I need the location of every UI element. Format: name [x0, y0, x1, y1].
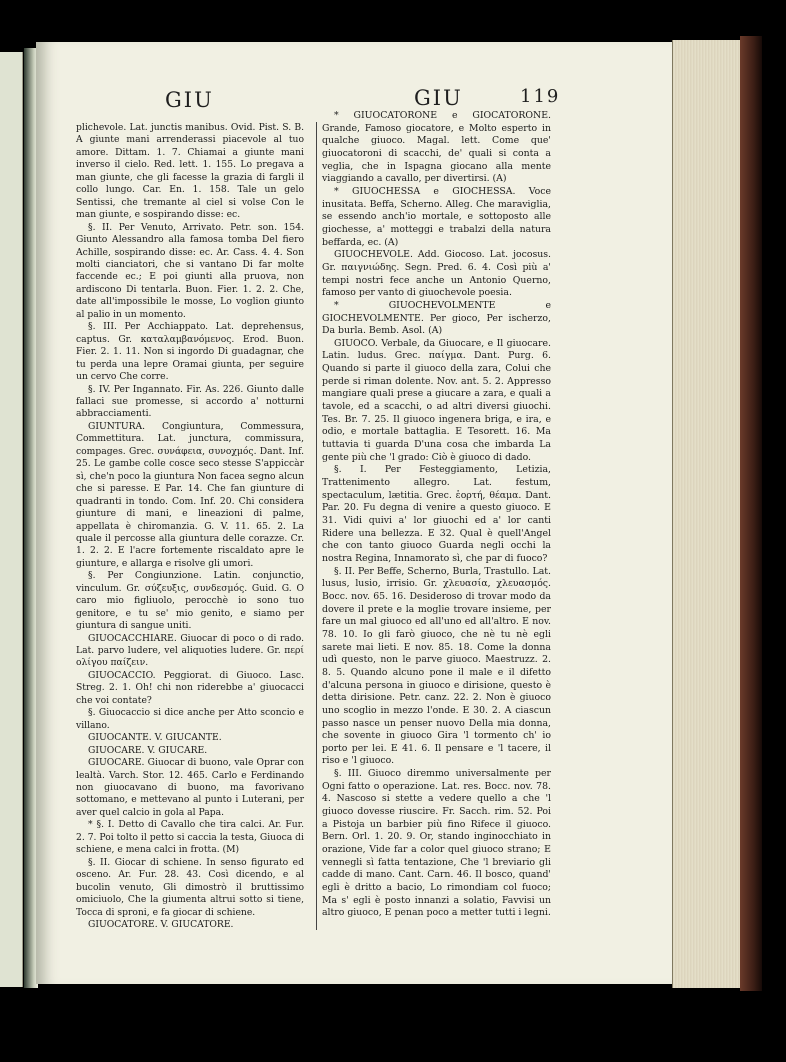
entry-paragraph: GIUOCACCHIARE. Giuocar di poco o di rado. Lat. parvo ludere, vel aliquoties ludere. Gr. περί ολίγου παίζειν.: [76, 632, 304, 669]
entry-paragraph: §. II. Per Beffe, Scherno, Burla, Trastullo. Lat. lusus, lusio, irrisio. Gr. χλευασία, χλευασμός. Bocc. nov. 65. 16. Desideroso di trovar modo da dovere il prete e la moglie trovare insieme, per fare un mal giuoco ed all'uno ed all'altro. E nov. 78. 10. Io gli farò giuoco, che nè tu nè egli sarete mai lieti. E nov. 85. 18. Come la donna udì questo, non le parve giuoco. Maestruzz. 2. 8. 5. Quando alcuno pone il male e il difetto d'alcuna persona in giuoco e dirisione, questo è detta dirisione. Petr. canz. 22. 2. Non è giuoco uno scoglio in mezzo l'onde. E 30. 2. A ciascun passo nasce un penser nuovo Della mia donna, che sovente in giuoco Gira 'l tormento ch' io porto per lei. E 41. 6. Il pensare e 'l tacere, il riso e 'l giuoco.: [322, 565, 551, 767]
entry-paragraph: §. I. Per Festeggiamento, Letizia, Trattenimento allegro. Lat. festum, spectaculum, lætitia. Grec. ἑορτή, θέαμα. Dant. Par. 20. Fu degna di venire a questo giuoco. E 31. Vidi quivi a' lor giuochi ed a' lor canti Ridere una bellezza. E 32. Qual è quell'Angel che con tanto giuoco Guarda negli occhi la nostra Regina, Innamorato sì, che par di fuoco?: [322, 464, 551, 564]
entry-paragraph: plichevole. Lat. junctis manibus. Ovid. Pist. S. B. A giunte mani arrenderassi piacevole al tuo amore. Dittam. 1. 7. Chiamai a giunte mani inverso il cielo. Red. lett. 1. 155. Lo pregava a man giunte, che gli facesse la grazia di fargli il collo lungo. Car. En. 1. 158. Tale un gelo Sentissi, che tremante al ciel si volse Con le man giunte, e sospirando disse: ec.: [76, 122, 304, 221]
entry-paragraph: §. Giuocaccio si dice anche per Atto sconcio e villano.: [76, 707, 304, 731]
facing-page-edge: [0, 52, 23, 987]
entry-paragraph: GIUOCO. Verbale, da Giuocare, e Il giuocare. Latin. ludus. Grec. παίγμα. Dant. Purg. 6. Quando si parte il giuoco della zara, Colui che perde si riman dolente. Nov. ant. 5. 2. Appresso mangiare quali prese a giucare a zara, e quali a tavole, ed a scacchi, o ad altri diversi giuochi. Tes. Br. 7. 25. Il giuoco ingenera briga, e ira, e odio, e mortale battaglia. E Tesorett. 16. Ma tuttavia ti guarda D'una cosa che imbarda La gente più che 'l grado: Ciò è giuoco di dado.: [322, 337, 551, 463]
entry-paragraph: GIUOCATORE. V. GIUCATORE.: [88, 919, 234, 930]
page-block-edge: [672, 40, 749, 988]
entry-paragraph: * §. I. Detto di Cavallo che tira calci. Ar. Fur. 2. 7. Poi tolto il petto si caccia la testa, Giuoca di schiene, e mena calci in frotta. (M): [76, 819, 304, 856]
entry-paragraph: GIUOCHEVOLE. Add. Giocoso. Lat. jocosus. Gr. παιγνιώδης. Segn. Pred. 6. 4. Così più a' tempi nostri fece anche un Antonio Querno, famoso per vanto di giuochevole poesia.: [322, 249, 551, 299]
entry-paragraph: * GIUOCHEVOLMENTE e GIOCHEVOLMENTE. Per gioco, Per ischerzo, Da burla. Bemb. Asol. (A): [322, 299, 551, 337]
column-rule: [316, 122, 317, 930]
entry-paragraph: §. II. Per Venuto, Arrivato. Petr. son. 154. Giunto Alessandro alla famosa tomba Del fiero Achille, sospirando disse: ec. Ar. Cass. 4. 4. Son molti cianciatori, che si vantano Di far molte faccende ec.; E poi giunti alla pruova, non ardiscono Di tentarla. Buon. Fier. 1. 2. 2. Che, date all'impossibile le mosse, Lo voglion giunto al palio in un momento.: [76, 221, 304, 320]
right-running-head: GIU: [414, 86, 463, 110]
entry-paragraph: §. Per Congiunzione. Latin. conjunctio, vinculum. Gr. σύζευξις, συνδεσμός. Guid. G. O caro mio figliuolo, perocchè io sono tuo genitore, e tu se' mio genito, e siamo per giuntura di sangue uniti.: [76, 570, 304, 632]
entry-paragraph: GIUOCANTE. V. GIUCANTE.: [88, 732, 222, 744]
right-column: [322, 110, 551, 920]
entry-paragraph: GIUNTURA. Congiuntura, Commessura, Commettitura. Lat. junctura, commissura, compages. Grec. συνάφεια, συνοχμός. Dant. Inf. 25. Le gambe colle cosce seco stesse S'appiccàr sì, che'n poco la giuntura Non facea segno alcun che si paresse. E Par. 14. Che fan giunture di quadranti in tondo. Com. Inf. 20. Chi considera giunture di mani, e lineazioni di palme, appellata è chiromanzia. G. V. 11. 65. 2. La quale il percosse alla giuntura delle corazze. Cr. 1. 2. 2. E l'acre fortemente riscaldato apre le giunture, e allarga e risolve gli umori.: [76, 420, 304, 569]
page-number: 119: [520, 86, 561, 107]
entry-paragraph: GIUOCARE. Giuocar di buono, vale Oprar con lealtà. Varch. Stor. 12. 465. Carlo e Ferdinando non giuocavano di buono, ma favorivano sottomano, e mettevano al punto i Luterani, per aver quel calcio in gola al Papa.: [76, 757, 304, 818]
left-running-head: GIU: [165, 88, 214, 112]
entry-paragraph: §. II. Giocar di schiene. In senso figurato ed osceno. Ar. Fur. 28. 43. Così dicendo, e al bucolin venuto, Gli dimostrò il bruttissimo omiciuolo, Che la giumenta altrui sotto si tiene, Tocca di sproni, e fa giocar di schiene.: [76, 856, 304, 918]
book-cover: [740, 36, 762, 991]
entry-paragraph: * GIUOCHESSA e GIOCHESSA. Voce inusitata. Beffa, Scherno. Alleg. Che maraviglia, se essendo anch'io mortale, e sottoposto alle giochesse, a' motteggi e trabalzi della natura beffarda, ec. (A): [322, 185, 551, 248]
entry-paragraph: GIUOCARE. V. GIUCARE.: [88, 744, 208, 756]
left-column: [76, 122, 304, 931]
entry-paragraph: * GIUOCATORONE e GIOCATORONE. Grande, Famoso giocatore, e Molto esperto in qualche giuoco. Magal. lett. Come que' giuocatoroni di scacchi, de' quali si conta a veglia, che in Ispagna giocano alla mente viaggiando a cavallo, per divertirsi. (A): [322, 110, 551, 185]
entry-paragraph: §. III. Per Acchiappato. Lat. deprehensus, captus. Gr. καταλαμβανόμενος. Erod. Buon. Fier. 2. 1. 11. Non si ingordo Di guadagnar, che tu perda una lepre Oramai giunta, per seguire un cervo Che corre.: [76, 321, 304, 383]
entry-paragraph: GIUOCACCIO. Peggiorat. di Giuoco. Lasc. Streg. 2. 1. Oh! chi non riderebbe a' giuocacci che voi contate?: [76, 669, 304, 706]
entry-paragraph: §. IV. Per Ingannato. Fir. As. 226. Giunto dalle fallaci sue promesse, si accordo a' notturni abbracciamenti.: [76, 383, 304, 420]
entry-paragraph: §. III. Giuoco diremmo universalmente per Ogni fatto o operazione. Lat. res. Bocc. nov. 78. 4. Nascoso si stette a vedere quello a che 'l giuoco dovesse riuscire. Fr. Sacch. rim. 52. Poi a Pistoja un barbier più fino Rifece il giuoco. Bern. Orl. 1. 20. 9. Or, stando inginocchiato in orazione, Vide far a color quel giuoco strano; E vennegli sì fatta tentazione, Che 'l breviario gli cadde di mano. Cant. Carn. 46. Il bosco, quand' egli è dritto a bacio, Lo rimondiam col fuoco; Ma s' egli è posto innanzi a solatio, Favvisi un altro giuoco, E penan poco a metter tutti i legni.: [322, 768, 551, 919]
